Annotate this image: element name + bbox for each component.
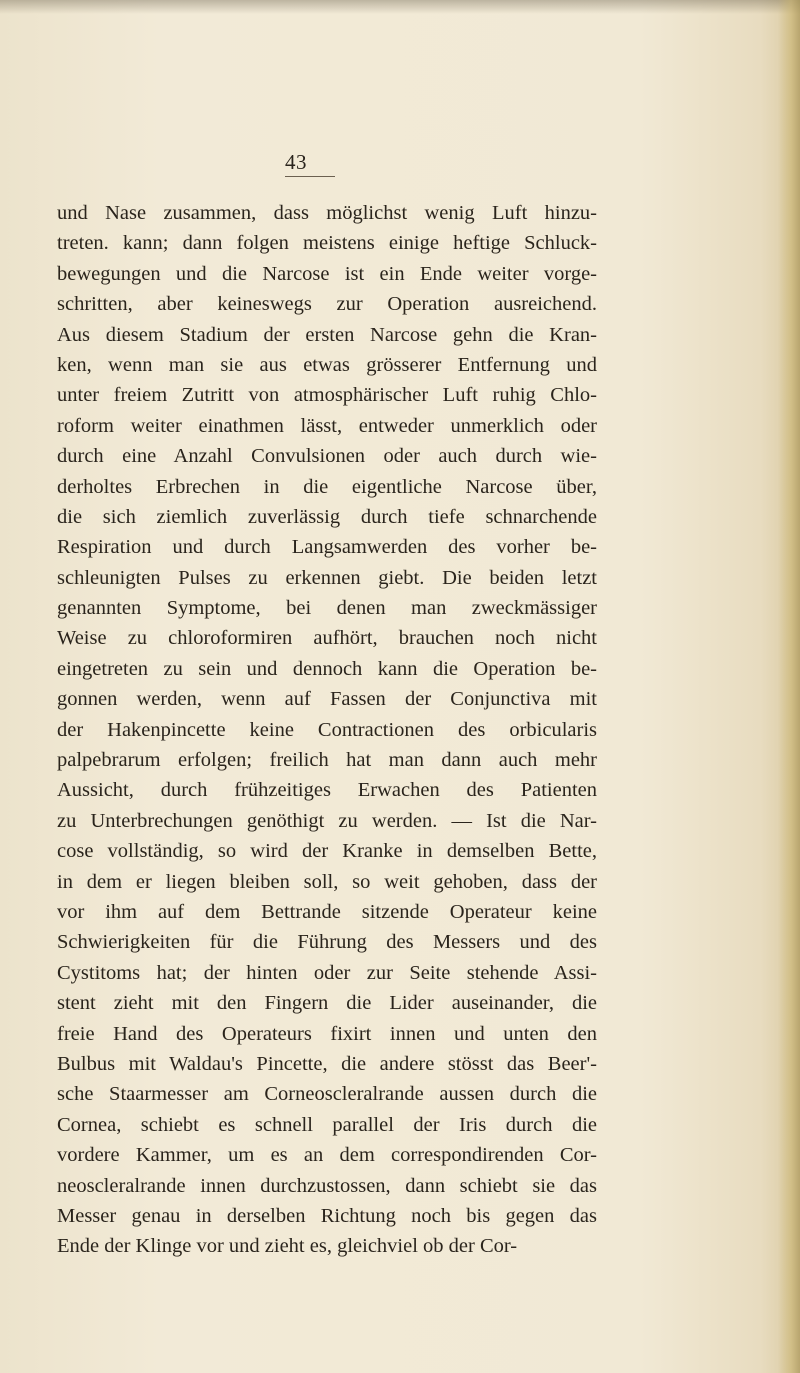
- text-line: die sich ziemlich zuverlässig durch tiefe schnarchende: [57, 505, 597, 528]
- page-edge-discoloration: [778, 0, 800, 1373]
- text-line: derholtes Erbrechen in die eigentliche Narcose über,: [57, 475, 597, 498]
- text-line: stent zieht mit den Fingern die Lider auseinander, die: [57, 992, 597, 1015]
- text-line: bewegungen und die Narcose ist ein Ende weiter vorge-: [57, 262, 597, 285]
- text-line: schleunigten Pulses zu erkennen giebt. Die beiden letzt: [57, 566, 597, 589]
- text-line: treten. kann; dann folgen meistens einige heftige Schluck-: [57, 232, 597, 255]
- text-line: Aussicht, durch frühzeitiges Erwachen des Patienten: [57, 779, 597, 802]
- text-line: vor ihm auf dem Bettrande sitzende Operateur keine: [57, 900, 597, 923]
- body-text: [57, 198, 597, 1262]
- text-line: unter freiem Zutritt von atmosphärischer Luft ruhig Chlo-: [57, 384, 597, 407]
- text-line: Weise zu chloroformiren aufhört, brauchen noch nicht: [57, 627, 597, 650]
- text-line: Schwierigkeiten für die Führung des Messers und des: [57, 931, 597, 954]
- text-line: Aus diesem Stadium der ersten Narcose gehn die Kran-: [57, 323, 597, 346]
- text-line: Cystitoms hat; der hinten oder zur Seite stehende Assi-: [57, 961, 597, 984]
- text-line: neoscleralrande innen durchzustossen, dann schiebt sie das: [57, 1174, 597, 1197]
- text-line: roform weiter einathmen lässt, entweder unmerklich oder: [57, 414, 597, 437]
- text-line: cose vollständig, so wird der Kranke in demselben Bette,: [57, 840, 597, 863]
- text-line: sche Staarmesser am Corneoscleralrande aussen durch die: [57, 1083, 597, 1106]
- text-line: eingetreten zu sein und dennoch kann die Operation be-: [57, 657, 597, 680]
- page-number: 43: [285, 150, 335, 177]
- text-line: vordere Kammer, um es an dem correspondirenden Cor-: [57, 1144, 597, 1167]
- text-line: Respiration und durch Langsamwerden des vorher be-: [57, 536, 597, 559]
- text-line: Messer genau in derselben Richtung noch bis gegen das: [57, 1204, 597, 1227]
- text-line: genannten Symptome, bei denen man zweckmässiger: [57, 597, 597, 620]
- text-line: zu Unterbrechungen genöthigt zu werden. — Ist die Nar-: [57, 809, 597, 832]
- text-line: Bulbus mit Waldau's Pincette, die andere stösst das Beer'-: [57, 1052, 597, 1075]
- text-line: gonnen werden, wenn auf Fassen der Conjunctiva mit: [57, 688, 597, 711]
- text-line: in dem er liegen bleiben soll, so weit gehoben, dass der: [57, 870, 597, 893]
- text-line: palpebrarum erfolgen; freilich hat man dann auch mehr: [57, 749, 597, 772]
- text-line: schritten, aber keineswegs zur Operation ausreichend.: [57, 293, 597, 316]
- text-line: Cornea, schiebt es schnell parallel der Iris durch die: [57, 1113, 597, 1136]
- top-edge-shadow: [0, 0, 800, 14]
- text-line: der Hakenpincette keine Contractionen des orbicularis: [57, 718, 597, 741]
- text-line: durch eine Anzahl Convulsionen oder auch durch wie-: [57, 445, 597, 468]
- text-line: ken, wenn man sie aus etwas grösserer Entfernung und: [57, 353, 597, 376]
- text-line: und Nase zusammen, dass möglichst wenig Luft hinzu-: [57, 202, 597, 224]
- text-line: Ende der Klinge vor und zieht es, gleichviel ob der Cor-: [57, 1235, 518, 1258]
- text-line: freie Hand des Operateurs fixirt innen und unten den: [57, 1022, 597, 1045]
